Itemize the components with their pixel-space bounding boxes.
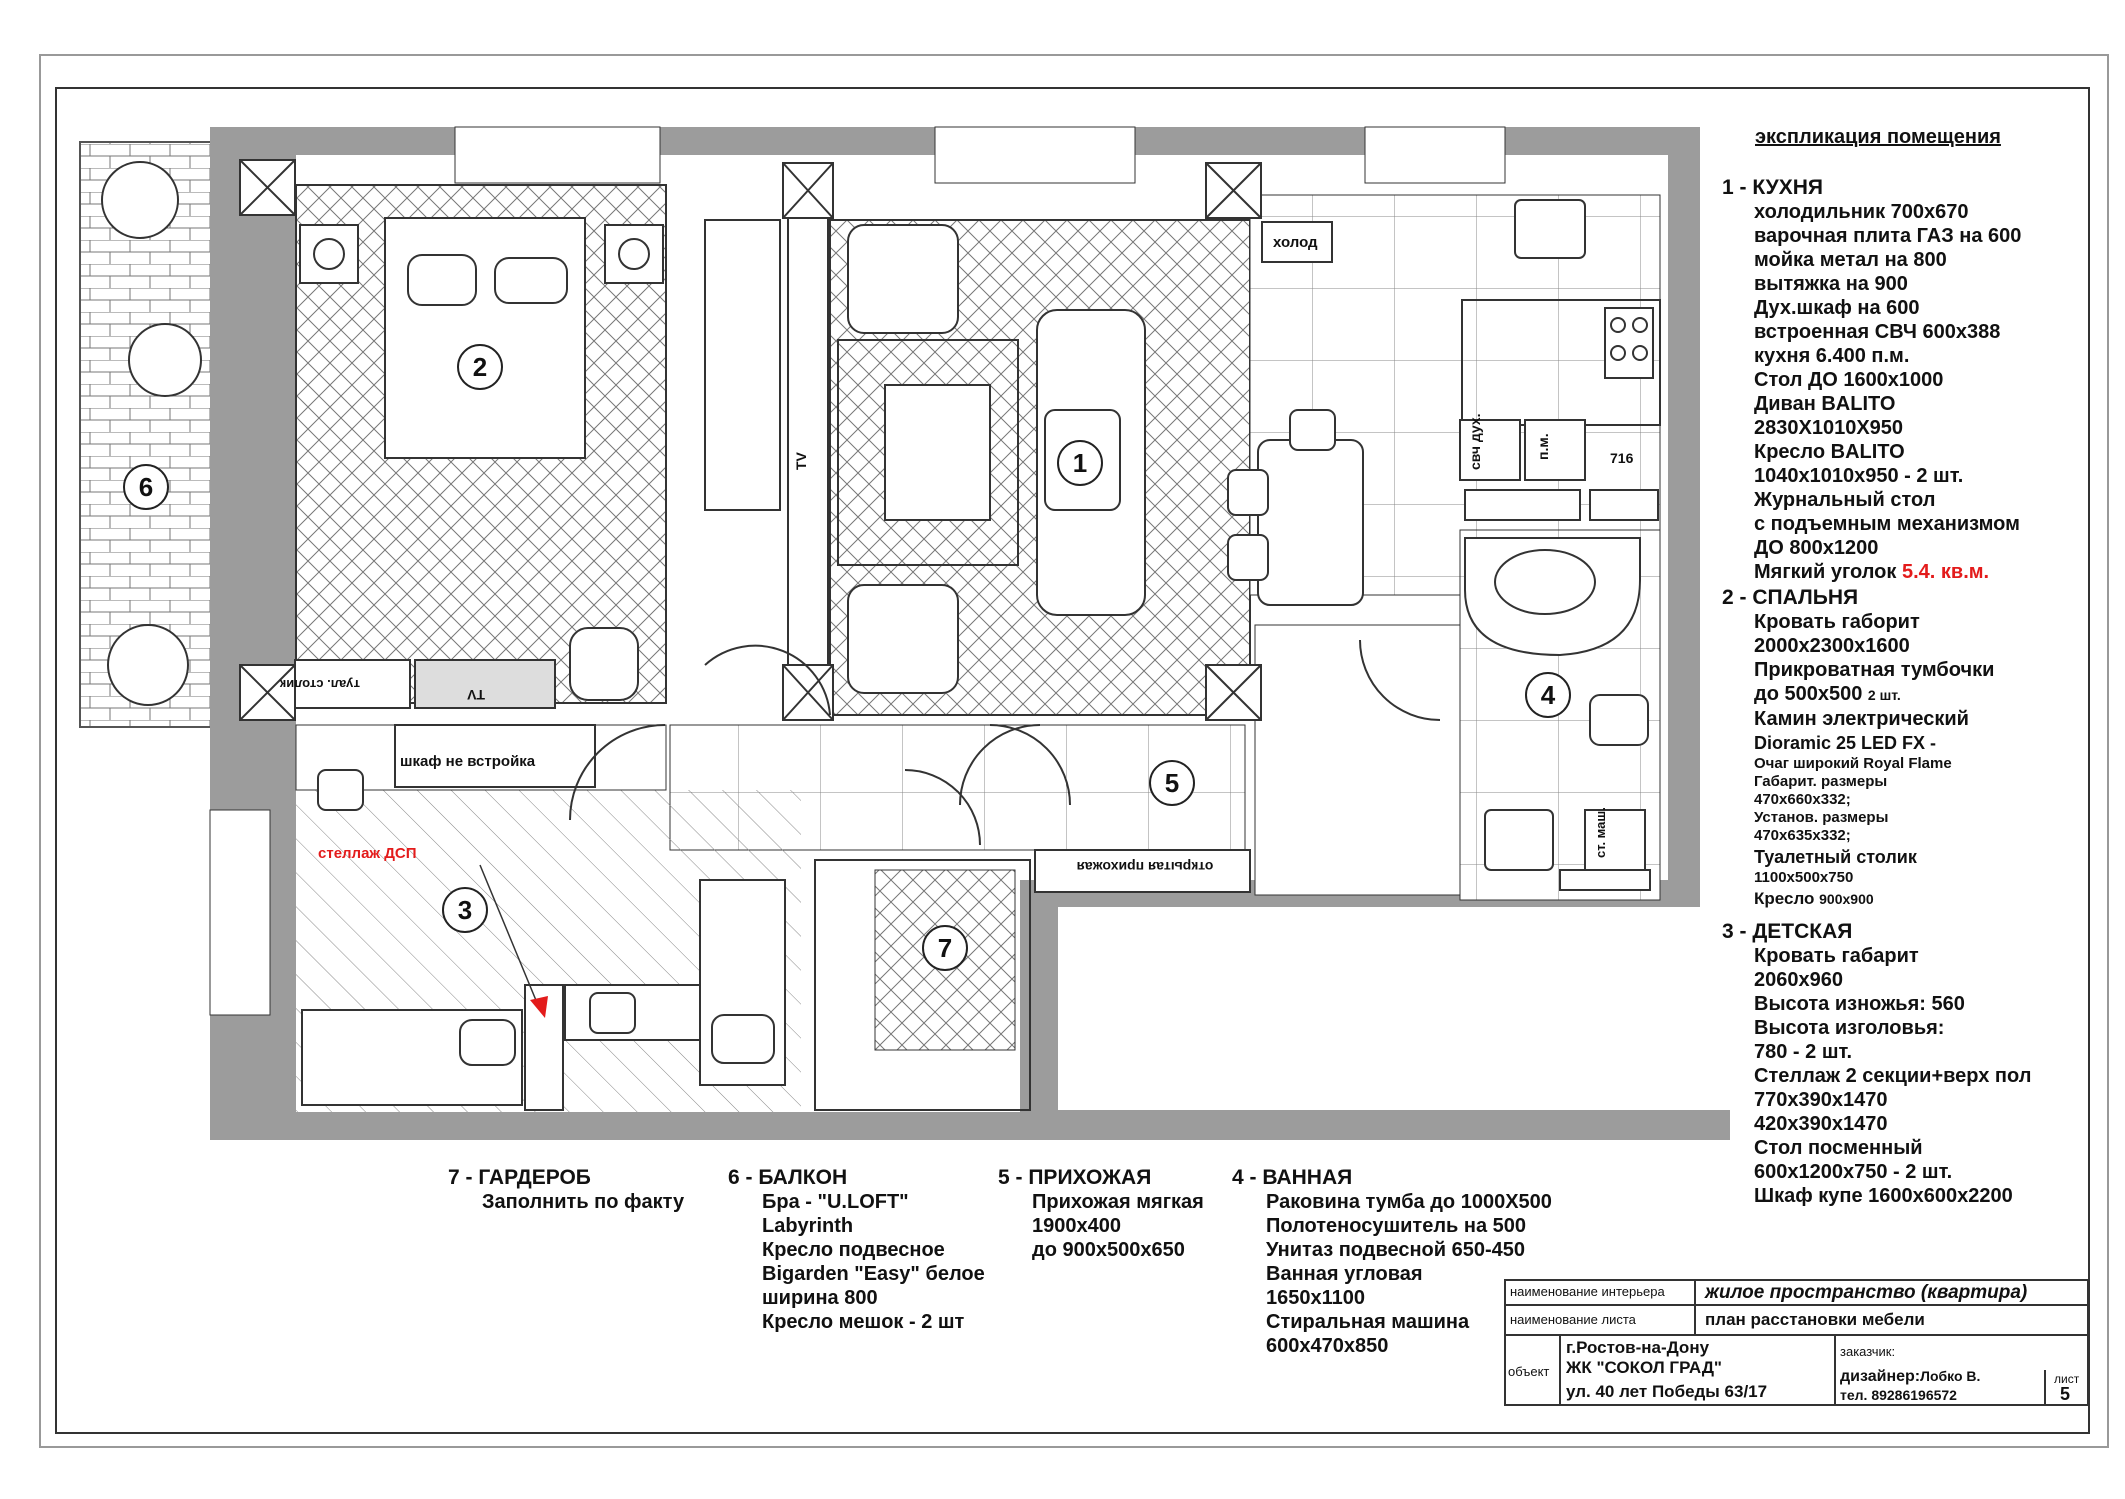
balcony-line: ширина 800 <box>762 1287 878 1309</box>
sink <box>1515 200 1585 258</box>
hall-line: до 900x500x650 <box>1032 1239 1185 1261</box>
kids-line: 2060x960 <box>1754 969 1843 991</box>
tb-interior-value: жилое пространство (квартира) <box>1705 1282 2028 1303</box>
kids-line: 420x390x1470 <box>1754 1113 1888 1135</box>
kids-line: Стол посменный <box>1754 1137 1923 1159</box>
room-number-4: 4 <box>1540 680 1556 710</box>
bedroom-line <box>1722 887 1994 911</box>
bedroom-small-line: Габарит. размеры <box>1754 773 1888 790</box>
tb-sheet-value: план расстановки мебели <box>1705 1310 1925 1329</box>
armchair <box>848 585 958 693</box>
hall-line: Прихожая мягкая <box>1032 1191 1204 1213</box>
balcony-chair <box>129 324 201 396</box>
kids-heading: 3 - ДЕТСКАЯ <box>1722 920 1853 943</box>
bedroom-nightstand-qty: 2 шт. <box>1867 687 1901 703</box>
room-number-2: 2 <box>472 352 488 382</box>
kids-line: 770x390x1470 <box>1754 1089 1888 1111</box>
kitchen-line: Диван BALITO <box>1754 393 1896 415</box>
tb-list-value: 5 <box>2060 1384 2071 1404</box>
tb-customer-label: заказчик: <box>1840 1344 1896 1359</box>
tb-interior-label: наименование интерьера <box>1510 1284 1665 1299</box>
tv-partition <box>788 218 828 665</box>
kitchen-line: Кресло BALITO <box>1754 441 1905 463</box>
label-prihozhaya: открытая прихожая <box>1076 859 1214 875</box>
kids-line: Высота изголовья: <box>1754 1017 1945 1039</box>
bed <box>385 218 585 458</box>
balcony-line: Bigarden "Easy" белое <box>762 1263 985 1285</box>
wardrobe-block <box>448 1166 684 1214</box>
hall-block <box>998 1166 1204 1262</box>
chair <box>1228 535 1268 580</box>
bath-line: Ванная угловая <box>1266 1263 1423 1285</box>
kids-line: 600x1200x750 - 2 шт. <box>1754 1161 1953 1183</box>
explication <box>1755 126 2001 149</box>
label-stellazh: стеллаж ДСП <box>318 845 417 862</box>
dining-table <box>1258 440 1363 605</box>
label-st-mash: ст. маш. <box>1593 807 1608 858</box>
room-number-5: 5 <box>1164 768 1180 798</box>
hob <box>1605 308 1653 378</box>
hall-line: 1900x400 <box>1032 1215 1121 1237</box>
explication-bedroom <box>1722 586 1994 911</box>
chair <box>590 993 635 1033</box>
tb-object-label: объект <box>1508 1364 1550 1379</box>
bedroom-line: Dioramic 25 LED FX - <box>1754 733 1937 753</box>
tb-address2: ЖК "СОКОЛ ГРАД" <box>1566 1358 1722 1377</box>
window <box>210 810 270 1015</box>
bedroom-line: Туалетный столик <box>1754 847 1917 867</box>
tb-sheet-label: наименование листа <box>1510 1312 1636 1327</box>
armchair <box>848 225 958 333</box>
soft-corner-area: 5.4. кв.м. <box>1901 561 1990 583</box>
label-tv-bed: TV <box>467 687 485 703</box>
label-tv-wall: TV <box>793 452 809 470</box>
bedroom-line: 2000x2300x1600 <box>1754 635 1910 657</box>
kitchen-line: 2830X1010X950 <box>1754 417 1904 439</box>
bedroom-armchair: Кресло <box>1754 889 1815 908</box>
tb-phone: тел. 89286196572 <box>1840 1387 1957 1403</box>
chair <box>1290 410 1335 450</box>
balcony-line: Labyrinth <box>762 1215 854 1237</box>
label-shkaf: шкаф не встройка <box>400 753 536 770</box>
washbasin <box>1485 810 1553 870</box>
window <box>455 127 660 183</box>
wardrobe-heading: 7 - ГАРДЕРОБ <box>448 1166 591 1189</box>
bath-line: 600x470x850 <box>1266 1335 1389 1357</box>
balcony-line: Кресло подвесное <box>762 1239 945 1261</box>
bedroom-small-line: 470x635x332; <box>1754 827 1851 844</box>
wardrobe-unit <box>705 220 780 510</box>
kids-line: Высота изножья: 560 <box>1754 993 1965 1015</box>
kitchen-line: Журнальный стол <box>1754 489 1936 511</box>
bedroom-line <box>1722 682 1994 707</box>
wardrobe-line: Заполнить по факту <box>482 1191 685 1213</box>
kids-line: Стеллаж 2 секции+верх пол <box>1754 1065 2032 1087</box>
bedroom-small-line: Очаг широкий Royal Flame <box>1754 755 1952 772</box>
bath-line: 1650x1100 <box>1266 1287 1366 1309</box>
bath-line: Полотеносушитель на 500 <box>1266 1215 1527 1237</box>
tb-address1: г.Ростов-на-Дону <box>1566 1338 1710 1357</box>
tb-designer <box>1840 1368 1980 1386</box>
balcony-heading: 6 - БАЛКОН <box>728 1166 848 1189</box>
bedroom-small-line: 470x660x332; <box>1754 791 1851 808</box>
kitchen-line: 1040x1010x950 - 2 шт. <box>1754 465 1964 487</box>
chair <box>318 770 363 810</box>
tb-list-label: лист <box>2054 1372 2080 1386</box>
tb-designer-label: дизайнер: <box>1840 1368 1921 1385</box>
label-svch: свч дух. <box>1467 413 1483 470</box>
explication-title: экспликация помещения <box>1755 126 2001 148</box>
hall-heading: 5 - ПРИХОЖАЯ <box>998 1166 1152 1189</box>
kids-line: Кровать габарит <box>1754 945 1919 967</box>
bedroom-line: Прикроватная тумбочки <box>1754 659 1995 681</box>
armchair <box>570 628 638 700</box>
label-fridge: холод <box>1273 234 1318 251</box>
kitchen-line: мойка метал на 800 <box>1754 249 1947 271</box>
balcony-chair <box>102 162 178 238</box>
bath-heading: 4 - ВАННАЯ <box>1232 1166 1353 1189</box>
balcony-line: Кресло мешок - 2 шт <box>762 1311 965 1333</box>
tb-address3: ул. 40 лет Победы 63/17 <box>1566 1382 1768 1401</box>
bedroom-small-line: 1100x500x750 <box>1754 869 1854 886</box>
kitchen-line: вытяжка на 900 <box>1754 273 1908 295</box>
window <box>935 127 1135 183</box>
bedroom-armchair-size: 900x900 <box>1819 891 1874 907</box>
room-number-6: 6 <box>138 472 154 502</box>
coffee-table <box>885 385 990 520</box>
room-number-3: 3 <box>457 895 473 925</box>
kitchen-line: кухня 6.400 п.м. <box>1754 345 1910 367</box>
bath-line: Раковина тумба до 1000X500 <box>1266 1191 1552 1213</box>
bedroom-small-line: Установ. размеры <box>1754 809 1889 826</box>
bedroom-heading: 2 - СПАЛЬНЯ <box>1722 586 1859 609</box>
bedroom-line: Камин электрический <box>1754 708 1969 730</box>
room-number-1: 1 <box>1072 448 1088 478</box>
kitchen-line: с подъемным механизмом <box>1754 513 2020 535</box>
toilet <box>1590 695 1648 745</box>
bath-line: Стиральная машина <box>1266 1311 1470 1333</box>
bedroom-line: Кровать габорит <box>1754 611 1920 633</box>
kids-line: 780 - 2 шт. <box>1754 1041 1853 1063</box>
bedroom-nightstand-size: до 500x500 <box>1754 683 1863 705</box>
kitchen-line: Дух.шкаф на 600 <box>1754 297 1920 319</box>
kitchen-line: встроенная СВЧ 600x388 <box>1754 321 2001 343</box>
kitchen-soft-corner <box>1722 560 2021 584</box>
kitchen-line: холодильник 700x670 <box>1754 201 1969 223</box>
label-716: 716 <box>1610 450 1634 466</box>
soft-corner-label: Мягкий уголок <box>1754 561 1897 583</box>
kitchen-line: ДО 800x1200 <box>1754 537 1879 559</box>
explication-kids <box>1722 920 2031 1208</box>
kids-line: Шкаф купе 1600x600x2200 <box>1754 1185 2013 1207</box>
balcony-line: Бра - "U.LOFT" <box>762 1191 909 1213</box>
label-pm: п.м. <box>1535 433 1551 460</box>
explication-kitchen <box>1722 176 2021 584</box>
tb-designer-name: Лобко В. <box>1920 1368 1981 1384</box>
kitchen-line: варочная плита ГАЗ на 600 <box>1754 225 2022 247</box>
bath-block <box>1232 1166 1552 1358</box>
window <box>1365 127 1505 183</box>
balcony-block <box>728 1166 985 1334</box>
chair <box>1228 470 1268 515</box>
kitchen-heading: 1 - КУХНЯ <box>1722 176 1824 199</box>
room-number-7: 7 <box>937 933 953 963</box>
kitchen-line: Стол ДО 1600x1000 <box>1754 369 1944 391</box>
bath-line: Унитаз подвесной 650-450 <box>1266 1239 1526 1261</box>
label-tual-stolik: туал. столик <box>279 677 360 692</box>
balcony-chair <box>108 625 188 705</box>
